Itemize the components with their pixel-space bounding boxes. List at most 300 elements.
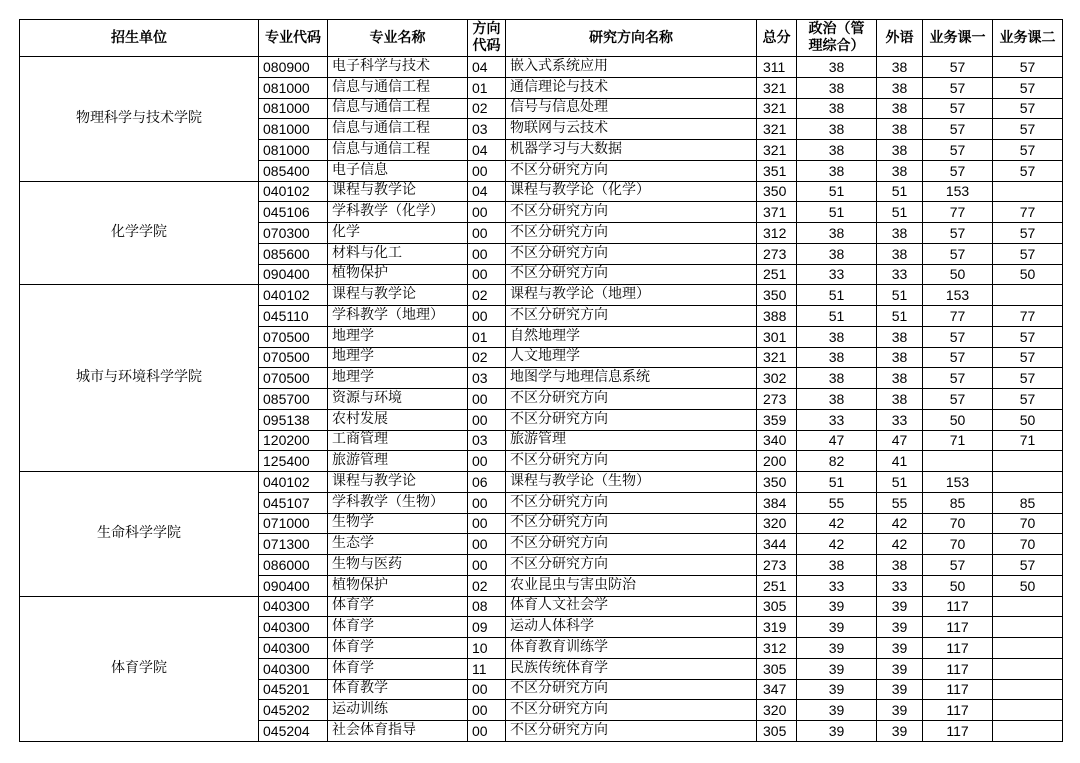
total-score-cell: 273 [757,555,797,576]
major-code-cell: 045106 [259,202,328,223]
header-foreign-language: 外语 [877,20,923,57]
direction-code-cell: 10 [468,638,506,659]
major-code-cell: 040102 [259,285,328,306]
unit-cell: 城市与环境科学学院 [20,285,259,472]
unit-cell: 物理科学与技术学院 [20,57,259,182]
direction-name-cell: 不区分研究方向 [506,243,757,264]
total-score-cell: 340 [757,430,797,451]
direction-code-cell: 06 [468,472,506,493]
total-score-cell: 321 [757,140,797,161]
course-two-score-cell: 57 [993,326,1063,347]
foreign-language-score-cell: 39 [877,721,923,742]
major-name-cell: 课程与教学论 [328,285,468,306]
direction-name-cell: 通信理论与技术 [506,77,757,98]
course-two-score-cell: 57 [993,160,1063,181]
foreign-language-score-cell: 39 [877,679,923,700]
foreign-language-score-cell: 51 [877,472,923,493]
course-one-score-cell: 57 [923,57,993,78]
course-one-score-cell: 57 [923,160,993,181]
direction-code-cell: 00 [468,160,506,181]
course-two-score-cell: 70 [993,513,1063,534]
foreign-language-score-cell: 38 [877,160,923,181]
direction-code-cell: 00 [468,451,506,472]
course-one-score-cell: 117 [923,658,993,679]
direction-name-cell: 体育教育训练学 [506,638,757,659]
major-name-cell: 信息与通信工程 [328,140,468,161]
major-name-cell: 资源与环境 [328,389,468,410]
foreign-language-score-cell: 38 [877,119,923,140]
direction-code-cell: 01 [468,326,506,347]
major-name-cell: 体育学 [328,596,468,617]
direction-name-cell: 地图学与地理信息系统 [506,368,757,389]
major-name-cell: 体育学 [328,638,468,659]
course-one-score-cell: 117 [923,700,993,721]
major-name-cell: 社会体育指导 [328,721,468,742]
major-name-cell: 生态学 [328,534,468,555]
major-code-cell: 085400 [259,160,328,181]
politics-score-cell: 38 [797,98,877,119]
table-row [20,181,1063,202]
direction-code-cell: 00 [468,202,506,223]
course-one-score-cell: 50 [923,575,993,596]
direction-code-cell: 00 [468,264,506,285]
politics-score-cell: 39 [797,658,877,679]
foreign-language-score-cell: 38 [877,368,923,389]
foreign-language-score-cell: 39 [877,700,923,721]
total-score-cell: 350 [757,181,797,202]
major-code-cell: 120200 [259,430,328,451]
direction-name-cell: 不区分研究方向 [506,451,757,472]
total-score-cell: 302 [757,368,797,389]
politics-score-cell: 39 [797,617,877,638]
total-score-cell: 359 [757,409,797,430]
major-name-cell: 信息与通信工程 [328,98,468,119]
foreign-language-score-cell: 51 [877,202,923,223]
major-name-cell: 地理学 [328,326,468,347]
politics-score-cell: 51 [797,306,877,327]
direction-code-cell: 08 [468,596,506,617]
total-score-cell: 371 [757,202,797,223]
direction-code-cell: 02 [468,285,506,306]
politics-score-cell: 33 [797,575,877,596]
direction-code-cell: 00 [468,409,506,430]
direction-code-cell: 00 [468,513,506,534]
major-code-cell: 040300 [259,658,328,679]
direction-name-cell: 信号与信息处理 [506,98,757,119]
course-two-score-cell: 57 [993,77,1063,98]
direction-code-cell: 04 [468,181,506,202]
politics-score-cell: 55 [797,492,877,513]
header-row [20,20,1063,57]
major-code-cell: 081000 [259,77,328,98]
major-name-cell: 电子科学与技术 [328,57,468,78]
direction-code-cell: 09 [468,617,506,638]
course-one-score-cell: 153 [923,472,993,493]
course-two-score-cell [993,721,1063,742]
major-name-cell: 电子信息 [328,160,468,181]
total-score-cell: 273 [757,243,797,264]
major-name-cell: 植物保护 [328,575,468,596]
total-score-cell: 200 [757,451,797,472]
major-code-cell: 095138 [259,409,328,430]
header-major-name: 专业名称 [328,20,468,57]
total-score-cell: 350 [757,472,797,493]
total-score-cell: 319 [757,617,797,638]
foreign-language-score-cell: 41 [877,451,923,472]
course-one-score-cell: 117 [923,679,993,700]
direction-code-cell: 02 [468,347,506,368]
major-code-cell: 086000 [259,555,328,576]
politics-score-cell: 39 [797,638,877,659]
direction-code-cell: 02 [468,98,506,119]
major-name-cell: 体育学 [328,617,468,638]
politics-score-cell: 47 [797,430,877,451]
course-two-score-cell: 77 [993,306,1063,327]
course-two-score-cell: 57 [993,98,1063,119]
total-score-cell: 321 [757,347,797,368]
header-unit: 招生单位 [20,20,259,57]
course-two-score-cell: 57 [993,368,1063,389]
course-two-score-cell: 50 [993,409,1063,430]
direction-name-cell: 嵌入式系统应用 [506,57,757,78]
course-two-score-cell: 71 [993,430,1063,451]
unit-cell: 化学学院 [20,181,259,285]
direction-code-cell: 01 [468,77,506,98]
major-name-cell: 地理学 [328,347,468,368]
direction-name-cell: 农业昆虫与害虫防治 [506,575,757,596]
total-score-cell: 311 [757,57,797,78]
course-one-score-cell: 70 [923,534,993,555]
unit-cell: 生命科学学院 [20,472,259,597]
header-politics [797,20,877,57]
course-one-score-cell: 57 [923,368,993,389]
foreign-language-score-cell: 51 [877,285,923,306]
major-code-cell: 045204 [259,721,328,742]
course-one-score-cell: 57 [923,140,993,161]
direction-name-cell: 课程与教学论（生物） [506,472,757,493]
course-one-score-cell: 57 [923,347,993,368]
course-two-score-cell: 57 [993,347,1063,368]
major-name-cell: 体育学 [328,658,468,679]
politics-score-cell: 51 [797,181,877,202]
foreign-language-score-cell: 33 [877,264,923,285]
major-code-cell: 081000 [259,119,328,140]
course-two-score-cell [993,638,1063,659]
foreign-language-score-cell: 39 [877,617,923,638]
major-name-cell: 生物与医药 [328,555,468,576]
politics-score-cell: 38 [797,389,877,410]
total-score-cell: 312 [757,638,797,659]
major-name-cell: 农村发展 [328,409,468,430]
course-two-score-cell: 50 [993,575,1063,596]
total-score-cell: 347 [757,679,797,700]
total-score-cell: 388 [757,306,797,327]
politics-score-cell: 39 [797,721,877,742]
course-one-score-cell: 77 [923,202,993,223]
direction-code-cell: 00 [468,679,506,700]
course-one-score-cell: 70 [923,513,993,534]
major-name-cell: 地理学 [328,368,468,389]
direction-name-cell: 运动人体科学 [506,617,757,638]
header-total: 总分 [757,20,797,57]
course-one-score-cell: 153 [923,181,993,202]
major-code-cell: 071000 [259,513,328,534]
major-code-cell: 071300 [259,534,328,555]
foreign-language-score-cell: 42 [877,513,923,534]
course-two-score-cell: 57 [993,57,1063,78]
major-code-cell: 081000 [259,98,328,119]
direction-code-cell: 00 [468,555,506,576]
politics-score-cell: 51 [797,285,877,306]
direction-code-cell: 00 [468,223,506,244]
course-two-score-cell [993,596,1063,617]
politics-score-cell: 38 [797,140,877,161]
course-two-score-cell [993,679,1063,700]
table-row [20,596,1063,617]
course-one-score-cell: 57 [923,389,993,410]
foreign-language-score-cell: 38 [877,98,923,119]
course-two-score-cell: 70 [993,534,1063,555]
table-header [20,20,1063,57]
politics-score-cell: 38 [797,119,877,140]
major-name-cell: 材料与化工 [328,243,468,264]
politics-score-cell: 42 [797,513,877,534]
total-score-cell: 312 [757,223,797,244]
header-direction-code [468,20,506,57]
major-code-cell: 125400 [259,451,328,472]
direction-name-cell: 课程与教学论（化学） [506,181,757,202]
major-code-cell: 040300 [259,596,328,617]
major-name-cell: 旅游管理 [328,451,468,472]
major-code-cell: 090400 [259,264,328,285]
total-score-cell: 384 [757,492,797,513]
foreign-language-score-cell: 38 [877,389,923,410]
foreign-language-score-cell: 39 [877,638,923,659]
table-row [20,57,1063,78]
direction-name-cell: 物联网与云技术 [506,119,757,140]
table-body [20,57,1063,742]
direction-name-cell: 民族传统体育学 [506,658,757,679]
major-name-cell: 课程与教学论 [328,472,468,493]
score-line-table [19,19,1063,742]
direction-name-cell: 人文地理学 [506,347,757,368]
foreign-language-score-cell: 38 [877,555,923,576]
major-code-cell: 090400 [259,575,328,596]
foreign-language-score-cell: 38 [877,77,923,98]
direction-name-cell: 不区分研究方向 [506,679,757,700]
politics-score-cell: 39 [797,596,877,617]
foreign-language-score-cell: 38 [877,57,923,78]
course-one-score-cell: 117 [923,596,993,617]
course-two-score-cell: 57 [993,243,1063,264]
direction-code-cell: 02 [468,575,506,596]
foreign-language-score-cell: 39 [877,658,923,679]
direction-name-cell: 不区分研究方向 [506,264,757,285]
direction-name-cell: 自然地理学 [506,326,757,347]
foreign-language-score-cell: 38 [877,326,923,347]
unit-cell: 体育学院 [20,596,259,741]
direction-code-cell: 00 [468,243,506,264]
major-name-cell: 学科教学（地理） [328,306,468,327]
major-code-cell: 085700 [259,389,328,410]
politics-score-cell: 38 [797,326,877,347]
foreign-language-score-cell: 38 [877,347,923,368]
direction-code-cell: 03 [468,430,506,451]
course-two-score-cell [993,472,1063,493]
direction-code-cell: 00 [468,306,506,327]
course-one-score-cell: 57 [923,98,993,119]
major-code-cell: 045201 [259,679,328,700]
politics-score-cell: 33 [797,409,877,430]
direction-name-cell: 不区分研究方向 [506,202,757,223]
foreign-language-score-cell: 39 [877,596,923,617]
total-score-cell: 251 [757,575,797,596]
major-code-cell: 070500 [259,347,328,368]
direction-name-cell: 课程与教学论（地理） [506,285,757,306]
foreign-language-score-cell: 51 [877,306,923,327]
header-direction-code-label: 方向代码 [472,21,501,54]
major-name-cell: 信息与通信工程 [328,77,468,98]
course-two-score-cell [993,658,1063,679]
course-one-score-cell: 77 [923,306,993,327]
direction-code-cell: 03 [468,368,506,389]
foreign-language-score-cell: 47 [877,430,923,451]
major-name-cell: 植物保护 [328,264,468,285]
major-code-cell: 081000 [259,140,328,161]
politics-score-cell: 38 [797,243,877,264]
direction-name-cell: 旅游管理 [506,430,757,451]
major-code-cell: 070300 [259,223,328,244]
politics-score-cell: 38 [797,368,877,389]
politics-score-cell: 82 [797,451,877,472]
major-name-cell: 学科教学（化学） [328,202,468,223]
total-score-cell: 350 [757,285,797,306]
major-code-cell: 080900 [259,57,328,78]
major-code-cell: 085600 [259,243,328,264]
politics-score-cell: 39 [797,700,877,721]
major-code-cell: 040102 [259,181,328,202]
course-two-score-cell [993,451,1063,472]
direction-name-cell: 体育人文社会学 [506,596,757,617]
course-one-score-cell: 57 [923,555,993,576]
direction-name-cell: 不区分研究方向 [506,700,757,721]
major-name-cell: 工商管理 [328,430,468,451]
major-code-cell: 045202 [259,700,328,721]
header-direction-name: 研究方向名称 [506,20,757,57]
header-major-code: 专业代码 [259,20,328,57]
direction-name-cell: 不区分研究方向 [506,513,757,534]
politics-score-cell: 38 [797,347,877,368]
total-score-cell: 305 [757,658,797,679]
direction-code-cell: 00 [468,389,506,410]
major-code-cell: 045110 [259,306,328,327]
foreign-language-score-cell: 38 [877,140,923,161]
politics-score-cell: 39 [797,679,877,700]
direction-name-cell: 不区分研究方向 [506,721,757,742]
major-code-cell: 040300 [259,617,328,638]
course-one-score-cell: 50 [923,409,993,430]
major-code-cell: 070500 [259,368,328,389]
header-course-two: 业务课二 [993,20,1063,57]
course-two-score-cell: 57 [993,223,1063,244]
course-one-score-cell: 57 [923,119,993,140]
course-two-score-cell [993,700,1063,721]
direction-name-cell: 不区分研究方向 [506,492,757,513]
course-one-score-cell: 117 [923,638,993,659]
politics-score-cell: 38 [797,223,877,244]
politics-score-cell: 42 [797,534,877,555]
major-name-cell: 学科教学（生物） [328,492,468,513]
course-one-score-cell: 153 [923,285,993,306]
total-score-cell: 320 [757,513,797,534]
course-one-score-cell: 117 [923,617,993,638]
major-name-cell: 课程与教学论 [328,181,468,202]
direction-name-cell: 不区分研究方向 [506,223,757,244]
foreign-language-score-cell: 38 [877,243,923,264]
total-score-cell: 301 [757,326,797,347]
foreign-language-score-cell: 55 [877,492,923,513]
major-code-cell: 040102 [259,472,328,493]
course-one-score-cell: 85 [923,492,993,513]
course-two-score-cell [993,617,1063,638]
politics-score-cell: 51 [797,472,877,493]
politics-score-cell: 38 [797,160,877,181]
major-code-cell: 045107 [259,492,328,513]
total-score-cell: 321 [757,77,797,98]
course-one-score-cell: 50 [923,264,993,285]
total-score-cell: 344 [757,534,797,555]
total-score-cell: 305 [757,721,797,742]
course-one-score-cell: 57 [923,243,993,264]
course-two-score-cell: 57 [993,119,1063,140]
course-one-score-cell: 57 [923,77,993,98]
direction-code-cell: 11 [468,658,506,679]
course-two-score-cell: 77 [993,202,1063,223]
course-two-score-cell: 57 [993,140,1063,161]
course-two-score-cell: 50 [993,264,1063,285]
course-two-score-cell: 57 [993,389,1063,410]
major-name-cell: 化学 [328,223,468,244]
politics-score-cell: 38 [797,77,877,98]
direction-name-cell: 不区分研究方向 [506,555,757,576]
direction-name-cell: 不区分研究方向 [506,160,757,181]
table-row [20,472,1063,493]
total-score-cell: 251 [757,264,797,285]
course-one-score-cell: 71 [923,430,993,451]
direction-code-cell: 04 [468,57,506,78]
total-score-cell: 305 [757,596,797,617]
header-course-one: 业务课一 [923,20,993,57]
major-name-cell: 体育教学 [328,679,468,700]
direction-code-cell: 00 [468,700,506,721]
total-score-cell: 351 [757,160,797,181]
direction-name-cell: 不区分研究方向 [506,306,757,327]
direction-name-cell: 不区分研究方向 [506,389,757,410]
course-two-score-cell: 57 [993,555,1063,576]
total-score-cell: 321 [757,98,797,119]
politics-score-cell: 51 [797,202,877,223]
total-score-cell: 321 [757,119,797,140]
course-one-score-cell: 57 [923,223,993,244]
direction-name-cell: 不区分研究方向 [506,534,757,555]
direction-name-cell: 机器学习与大数据 [506,140,757,161]
foreign-language-score-cell: 42 [877,534,923,555]
direction-code-cell: 00 [468,721,506,742]
course-one-score-cell: 117 [923,721,993,742]
major-code-cell: 040300 [259,638,328,659]
major-name-cell: 信息与通信工程 [328,119,468,140]
total-score-cell: 320 [757,700,797,721]
